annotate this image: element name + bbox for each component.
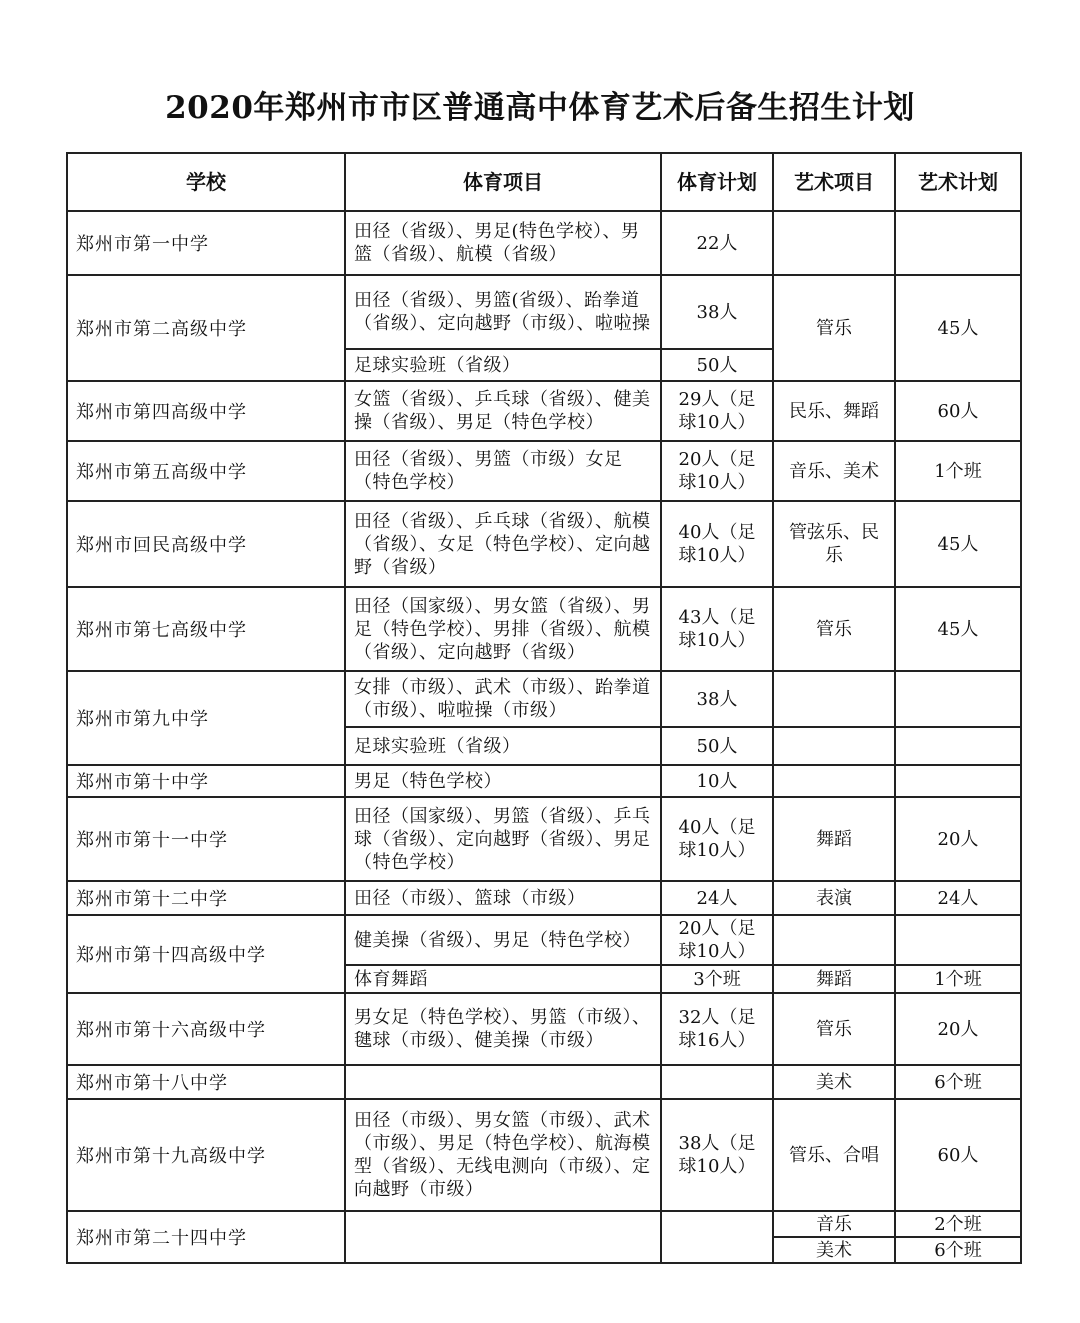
table-row [67, 993, 1021, 1065]
school-name: 郑州市第十四高级中学 [67, 915, 345, 993]
sports-items: 田径（市级）、篮球（市级） [345, 881, 661, 915]
art-items: 美术 [773, 1065, 895, 1099]
sports-items: 田径（省级）、乒乓球（省级）、航模（省级）、女足（特色学校）、定向越野（省级） [345, 501, 661, 587]
sports-items: 男女足（特色学校）、男篮（市级）、毽球（市级）、健美操（市级） [345, 993, 661, 1065]
art-items: 民乐、舞蹈 [773, 381, 895, 441]
enrollment-plan-table [66, 152, 1022, 1264]
art-items: 表演 [773, 881, 895, 915]
art-items: 管弦乐、民乐 [773, 501, 895, 587]
sports-plan: 29人（足球10人） [661, 381, 773, 441]
sports-items: 田径（省级）、男足(特色学校）、男篮（省级）、航模（省级） [345, 211, 661, 275]
art-plan: 1个班 [895, 965, 1021, 993]
sports-plan: 38人（足球10人） [661, 1099, 773, 1211]
table-row [67, 1211, 1021, 1237]
art-items: 管乐 [773, 993, 895, 1065]
table-row [67, 441, 1021, 501]
sports-items: 田径（市级）、男女篮（市级）、武术（市级）、男足（特色学校）、航海模型（省级）、无线电测向（市级）、定向越野（市级） [345, 1099, 661, 1211]
sports-plan: 32人（足球16人） [661, 993, 773, 1065]
art-plan: 60人 [895, 381, 1021, 441]
sports-plan: 38人 [661, 275, 773, 349]
header-sports-plan: 体育计划 [661, 153, 773, 211]
table-row [67, 1065, 1021, 1099]
school-name: 郑州市第十八中学 [67, 1065, 345, 1099]
sports-items: 足球实验班（省级） [345, 727, 661, 765]
art-items: 舞蹈 [773, 797, 895, 881]
art-plan [895, 671, 1021, 727]
sports-plan: 22人 [661, 211, 773, 275]
art-plan: 2个班 [895, 1211, 1021, 1237]
page-title: 2020年郑州市市区普通高中体育艺术后备生招生计划 [165, 90, 915, 126]
school-name: 郑州市第十一中学 [67, 797, 345, 881]
art-plan: 45人 [895, 275, 1021, 381]
header-school: 学校 [67, 153, 345, 211]
sports-plan [661, 1211, 773, 1263]
table-row [67, 381, 1021, 441]
sports-items: 田径（国家级）、男篮（省级）、乒乓球（省级）、定向越野（省级）、男足（特色学校） [345, 797, 661, 881]
art-plan: 20人 [895, 797, 1021, 881]
art-items: 音乐、美术 [773, 441, 895, 501]
sports-plan: 43人（足球10人） [661, 587, 773, 671]
art-plan [895, 211, 1021, 275]
sports-plan [661, 1065, 773, 1099]
art-items [773, 671, 895, 727]
school-name: 郑州市第十六高级中学 [67, 993, 345, 1065]
sports-items: 体育舞蹈 [345, 965, 661, 993]
art-plan: 45人 [895, 501, 1021, 587]
art-items [773, 765, 895, 797]
table-row [67, 275, 1021, 349]
art-plan [895, 727, 1021, 765]
art-plan: 60人 [895, 1099, 1021, 1211]
sports-items: 健美操（省级）、男足（特色学校） [345, 915, 661, 965]
school-name: 郑州市第十九高级中学 [67, 1099, 345, 1211]
school-name: 郑州市第二十四中学 [67, 1211, 345, 1263]
sports-items: 女篮（省级）、乒乓球（省级）、健美操（省级）、男足（特色学校） [345, 381, 661, 441]
table-row [67, 765, 1021, 797]
header-art-plan: 艺术计划 [895, 153, 1021, 211]
sports-items: 足球实验班（省级） [345, 349, 661, 381]
school-name: 郑州市回民高级中学 [67, 501, 345, 587]
sports-items: 田径（省级）、男篮(省级）、跆拳道（省级）、定向越野（市级）、啦啦操 [345, 275, 661, 349]
school-name: 郑州市第九中学 [67, 671, 345, 765]
art-plan [895, 765, 1021, 797]
sports-plan: 40人（足球10人） [661, 501, 773, 587]
sports-plan: 10人 [661, 765, 773, 797]
art-items: 音乐 [773, 1211, 895, 1237]
table-row [67, 881, 1021, 915]
table-row [67, 915, 1021, 965]
sports-plan: 20人（足球10人） [661, 441, 773, 501]
table-row [67, 671, 1021, 727]
school-name: 郑州市第一中学 [67, 211, 345, 275]
art-plan: 6个班 [895, 1065, 1021, 1099]
school-name: 郑州市第二高级中学 [67, 275, 345, 381]
sports-plan: 40人（足球10人） [661, 797, 773, 881]
school-name: 郑州市第五高级中学 [67, 441, 345, 501]
sports-items [345, 1211, 661, 1263]
sports-plan: 38人 [661, 671, 773, 727]
art-items: 管乐 [773, 275, 895, 381]
sports-items: 田径（省级）、男篮（市级）女足（特色学校） [345, 441, 661, 501]
header-art-items: 艺术项目 [773, 153, 895, 211]
art-plan: 24人 [895, 881, 1021, 915]
art-plan [895, 915, 1021, 965]
sports-plan: 24人 [661, 881, 773, 915]
sports-items: 田径（国家级）、男女篮（省级）、男足（特色学校）、男排（省级）、航模（省级）、定向越野（省级） [345, 587, 661, 671]
table-row [67, 501, 1021, 587]
school-name: 郑州市第四高级中学 [67, 381, 345, 441]
sports-items: 男足（特色学校） [345, 765, 661, 797]
sports-plan: 20人（足球10人） [661, 915, 773, 965]
sports-items: 女排（市级）、武术（市级）、跆拳道（市级）、啦啦操（市级） [345, 671, 661, 727]
art-plan: 1个班 [895, 441, 1021, 501]
art-plan: 20人 [895, 993, 1021, 1065]
header-sports-items: 体育项目 [345, 153, 661, 211]
art-items: 管乐、合唱 [773, 1099, 895, 1211]
table-row [67, 587, 1021, 671]
sports-plan: 50人 [661, 727, 773, 765]
art-items [773, 915, 895, 965]
table-row [67, 1099, 1021, 1211]
art-plan: 6个班 [895, 1237, 1021, 1263]
table-header-row [67, 153, 1021, 211]
school-name: 郑州市第十中学 [67, 765, 345, 797]
table-row [67, 211, 1021, 275]
art-items [773, 211, 895, 275]
sports-plan: 50人 [661, 349, 773, 381]
table-row [67, 797, 1021, 881]
art-plan: 45人 [895, 587, 1021, 671]
sports-plan: 3个班 [661, 965, 773, 993]
art-items: 美术 [773, 1237, 895, 1263]
school-name: 郑州市第七高级中学 [67, 587, 345, 671]
school-name: 郑州市第十二中学 [67, 881, 345, 915]
art-items: 管乐 [773, 587, 895, 671]
sports-items [345, 1065, 661, 1099]
art-items: 舞蹈 [773, 965, 895, 993]
art-items [773, 727, 895, 765]
